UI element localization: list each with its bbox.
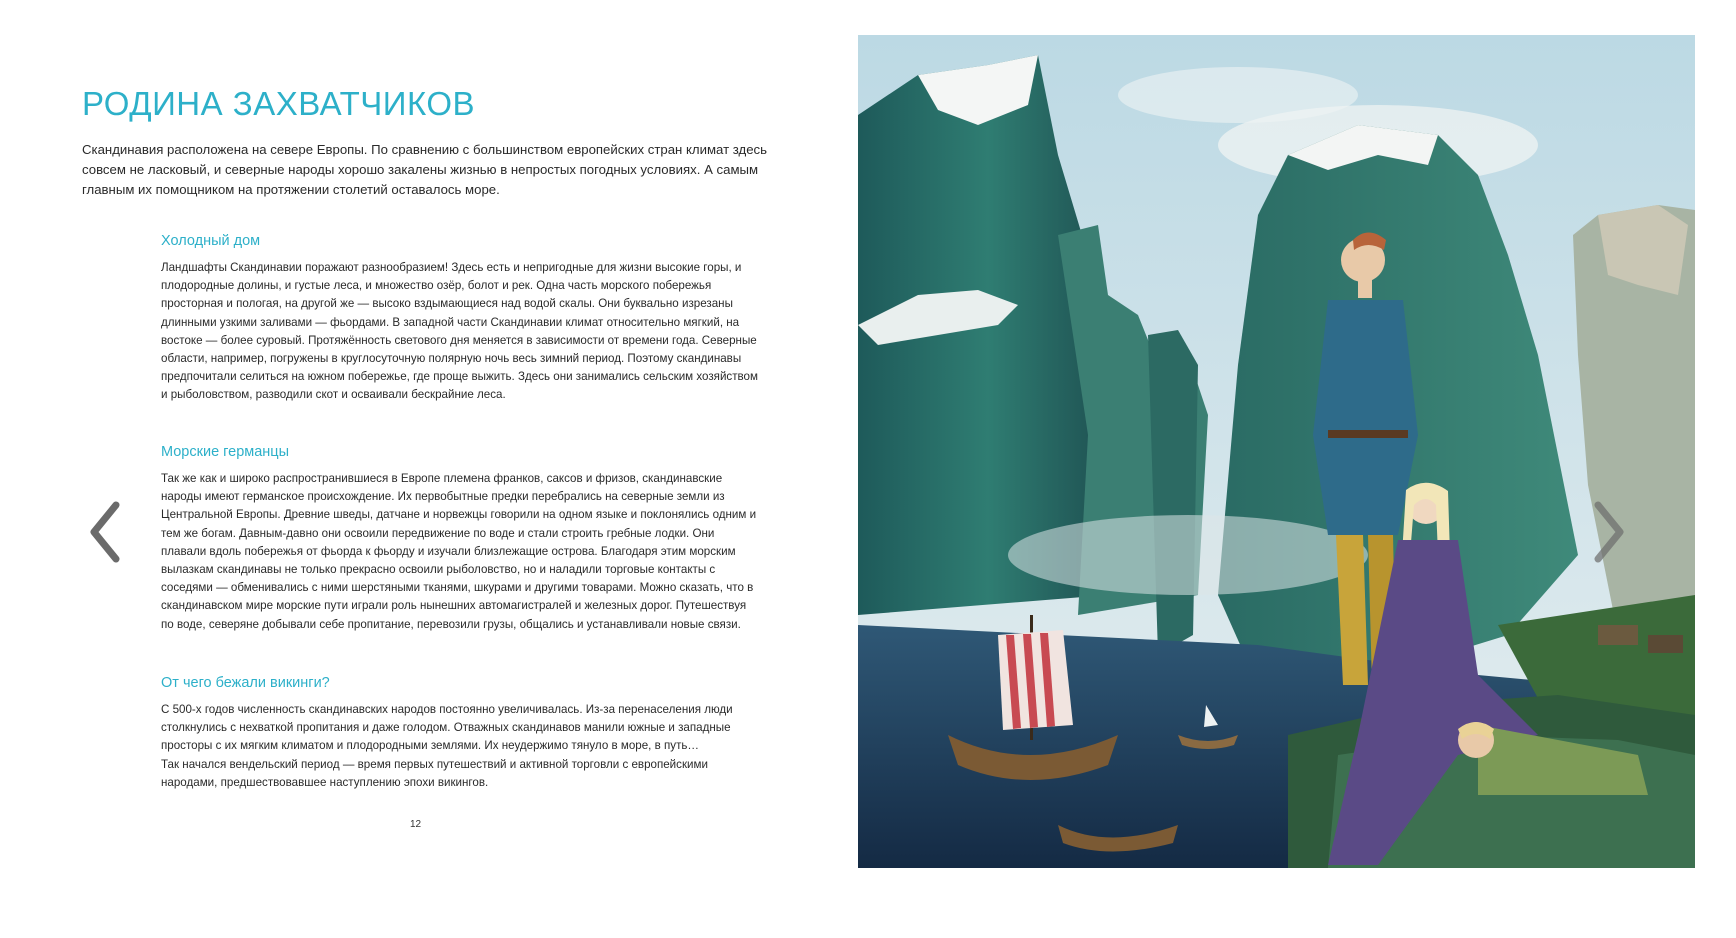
section-body: Ландшафты Скандинавии поражают разнообразием! Здесь есть и непригодные для жизни высокие горы, и плодородные долины, и густые леса, и множество озёр, болот и рек. Одна часть морского побережья просторная и пологая, на другой же — высоко вздымающиеся над водой скалы. Они буквально изрезаны длинными узкими заливами — фьордами. В западной части Скандинавии климат относительно мягкий, на востоке — более суровый. Протяжённость светового дня меняется в зависимости от времени года. Северные области, например, погружены в круглосуточную полярную ночь весь зимний период. Поэтому скандинавы предпочитали селиться на южном побережье, где проще выжить. Здесь они занимались сельским хозяйством и рыболовством, разводили скот и осваивали бескрайние леса. [161, 261, 758, 402]
fjord-illustration [858, 35, 1695, 868]
section-body-continued: Так начался вендельский период — время первых путешествий и активной торговли с европейскими народами, предшествовавшее наступлению эпохи викингов. [161, 757, 708, 789]
right-page-illustration [858, 35, 1695, 868]
section-sea-germans [161, 444, 761, 634]
previous-page-button[interactable] [86, 497, 126, 567]
section-body: С 500-х годов численность скандинавских народов постоянно увеличивалась. Из-за перенаселения люди столкнулись с нехваткой пропитания и даже голодом. Отважных скандинавов манили южные и западные просторы с их мягким климатом и плодородными землями. Их неудержимо тянуло в море, в путь… [161, 703, 733, 753]
section-cold-home [161, 233, 761, 405]
chevron-left-icon [86, 497, 126, 567]
next-page-button[interactable] [1588, 497, 1628, 567]
section-why-vikings-fled [161, 675, 761, 792]
intro-paragraph: Скандинавия расположена на севере Европы. По сравнению с большинством европейских стран климат здесь совсем не ласковый, и северные народы хорошо закалены жизнью в непростых погодных условиях. А самым главным их помощником на протяжении столетий оставалось море. [82, 142, 768, 197]
left-page [40, 30, 840, 870]
page-number: 12 [410, 819, 422, 830]
chevron-right-icon [1588, 497, 1628, 567]
section-heading: От чего бежали викинги? [161, 675, 330, 691]
section-body: Так же как и широко распространившиеся в Европе племена франков, саксов и фризов, скандинавские народы имеют германское происхождение. Их первобытные предки перебрались на северные земли из Центральной Европы. Древние шведы, датчане и норвежцы говорили на одном языке и поклонялись одним и тем же богам. Давным-давно они освоили передвижение по воде и стали строить гребные лодки. Они плавали вдоль побережья от фьорда к фьорду и изучали близлежащие острова. Благодаря этим морским вылазкам скандинавы не только прекрасно освоили рыболовство, но и наладили торговые контакты с соседями — обменивались с ними шерстяными тканями, шкурами и другими товарами. Можно сказать, что в скандинавском мире морские пути играли роль нынешних автомагистралей и железных дорог. Путешествуя по воде, северяне добывали себе пропитание, перевозили грузы, общались и устанавливали новые связи. [161, 472, 757, 631]
section-heading: Холодный дом [161, 233, 261, 249]
page-title: РОДИНА ЗАХВАТЧИКОВ [82, 85, 476, 122]
section-heading: Морские германцы [161, 444, 290, 460]
